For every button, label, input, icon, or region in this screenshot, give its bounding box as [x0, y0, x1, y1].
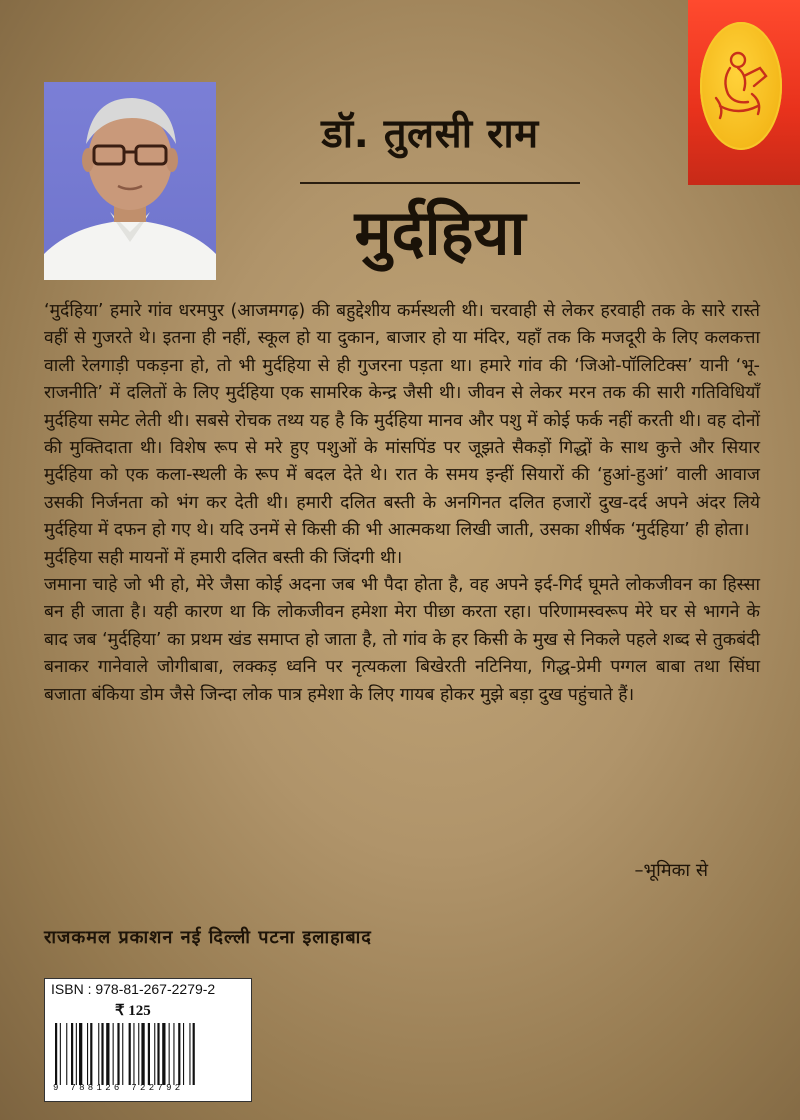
barcode-digits: 9 788126 722792: [53, 1083, 184, 1093]
barcode-bar: [162, 1023, 165, 1085]
attribution: –भूमिका से: [634, 860, 708, 881]
barcode-bar: [117, 1023, 119, 1085]
barcode-bar: [60, 1023, 61, 1085]
back-cover-blurb: [44, 298, 760, 709]
barcode-bar: [129, 1023, 131, 1085]
barcode-bar: [71, 1023, 73, 1085]
publisher-logo-icon: [708, 46, 774, 126]
barcode-bar: [183, 1023, 184, 1085]
barcode-bar: [79, 1023, 82, 1085]
barcode-bar: [157, 1023, 159, 1085]
barcode-bar: [90, 1023, 92, 1085]
barcode-bar: [141, 1023, 144, 1085]
author-photo: [44, 82, 216, 280]
barcode-bar: [106, 1023, 109, 1085]
barcode-bar: [189, 1023, 190, 1085]
barcode-bar: [148, 1023, 150, 1085]
barcode-bar: [169, 1023, 170, 1085]
barcode-bar: [113, 1023, 114, 1085]
price-text: ₹ 125: [115, 1003, 151, 1019]
blurb-paragraph: मुर्दहिया सही मायनों में हमारी दलित बस्ती की जिंदगी थी।: [44, 547, 403, 568]
barcode-bar: [178, 1023, 180, 1085]
publisher-logo: [700, 22, 782, 150]
author-name: डॉ. तुलसी राम: [321, 111, 539, 157]
barcode-bar: [98, 1023, 99, 1085]
barcode-bar: [193, 1023, 195, 1085]
barcode-bar: [154, 1023, 155, 1085]
blurb-paragraph: ‘मुर्दहिया’ हमारे गांव धरमपुर (आजमगढ़) की बहुद्देशीय कर्मस्थली थी। चरवाही से लेकर हरवाही तक के सारे रास्ते वहीं से गुजरते थे। इतना ही नहीं, स्कूल हो या दुकान, बाजार हो या मंदिर, यहाँ तक कि मजदूरी के लिए कलकत्ता वाली रेलगाड़ी पकड़ना हो, तो भी मुर्दहिया से ही गुजरना पड़ता था। हमारे गांव की ‘जिओ-पॉलिटिक्स’ यानी ‘भू-राजनीति’ में दलितों के लिए मुर्दहिया एक सामरिक केन्द्र जैसी थी। जीवन से लेकर मरन तक की सारी गतिविधियाँ मुर्दहिया समेट लेती थी। सबसे रोचक तथ्य यह है कि मुर्दहिया मानव और पशु में कोई फर्क नहीं करती थी। वह दोनों की मुक्तिदाता थी। विशेष रूप से मरे हुए पशुओं के मांसपिंड पर जूझते सैकड़ों गिद्धों के साथ कुत्ते और सियार मुर्दहिया को एक कला-स्थली के रूप में बदल देते थे। रात के समय इन्हीं सियारों की ‘हुआं-हुआं’ वाली आवाज उसकी निर्जनता को भंग कर देती थी। हमारी दलित बस्ती के अनगिनत दलित हजारों दुख-दर्द अपने अंदर लिये मुर्दहिया में दफन हो गए थे। यदि उनमें से किसी की भी आत्मकथा लिखी जाती, उसका शीर्षक ‘मुर्दहिया’ ही होता।: [44, 301, 760, 541]
barcode-bar: [101, 1023, 103, 1085]
title-divider: [300, 182, 580, 184]
blurb-paragraph: जमाना चाहे जो भी हो, मेरे जैसा कोई अदना जब भी पैदा होता है, वह अपने इर्द-गिर्द घूमते लोकजीवन का हिस्सा बन ही जाता है। यही कारण था कि लोकजीवन हमेशा मेरा पीछा करता रहा। परिणामस्वरूप मेरे घर से भागने के बाद जब ‘मुर्दहिया’ का प्रथम खंड समाप्त हो जाता है, तो गांव के हर किसी के मुख से निकले पहले शब्द से तुकबंदी बनाकर गानेवाले जोगीबाबा, लक्कड़ ध्वनि पर नृत्यकला बिखेरती नटिनिया, गिद्ध-प्रेमी पग्गल बाबा तथा सिंघा बजाता बंकिया डोम जैसे जिन्दा लोक पात्र हमेशा के लिए गायब होकर मुझे बड़ा दुख पहुंचाते हैं।: [44, 575, 760, 705]
publisher-line: राजकमल प्रकाशन नई दिल्ली पटना इलाहाबाद: [44, 927, 372, 948]
barcode-bar: [87, 1023, 88, 1085]
isbn-text: ISBN : 978-81-267-2279-2: [51, 981, 216, 997]
barcode-bar: [133, 1023, 134, 1085]
barcode-bar: [55, 1023, 57, 1085]
barcode-bar: [122, 1023, 123, 1085]
barcode-bar: [173, 1023, 174, 1085]
barcode-panel: [44, 978, 252, 1102]
barcode-bar: [76, 1023, 77, 1085]
book-title: मुर्दहिया: [354, 196, 526, 269]
barcode-bar: [138, 1023, 139, 1085]
barcode: [53, 1023, 243, 1085]
barcode-bar: [66, 1023, 67, 1085]
